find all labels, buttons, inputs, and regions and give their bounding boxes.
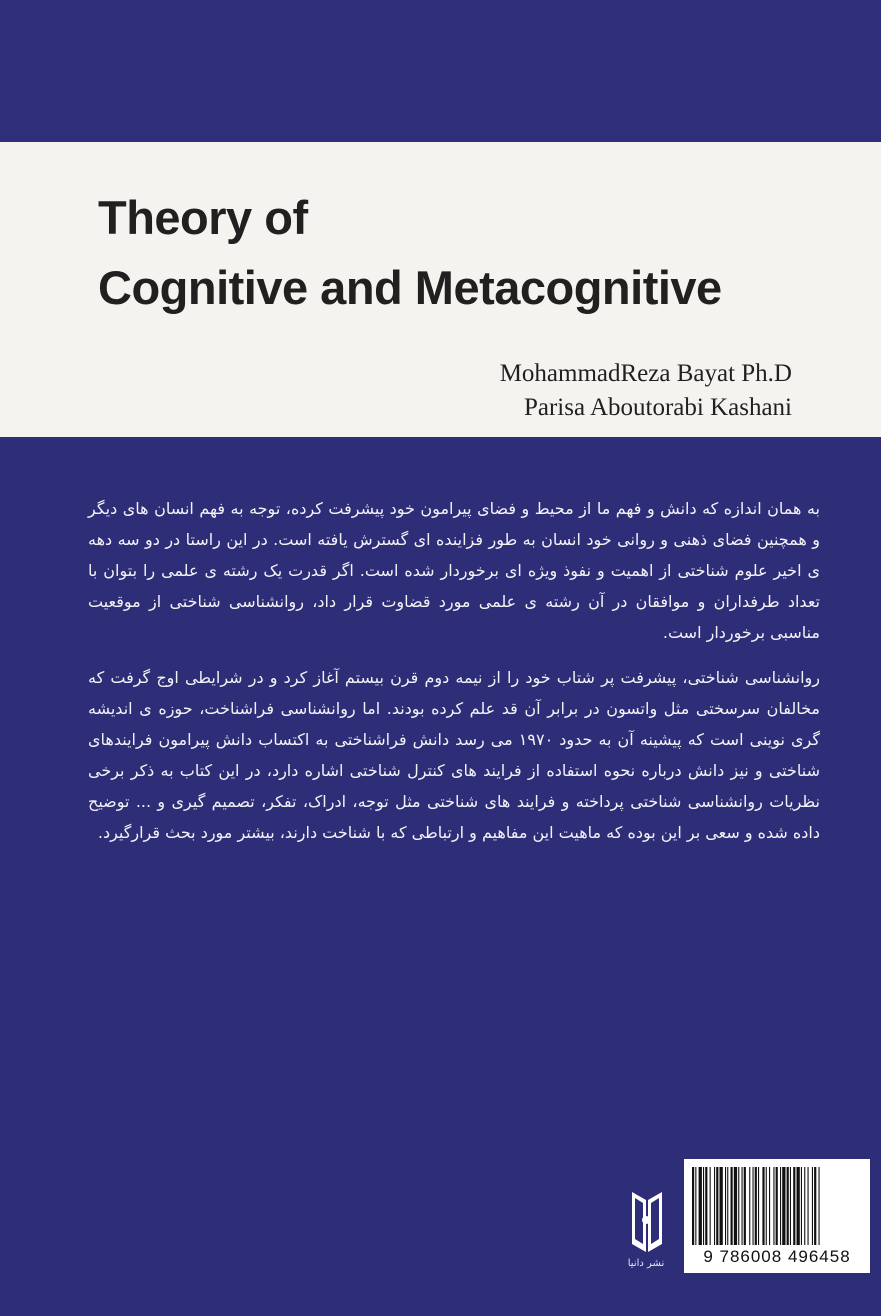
publisher-logo-icon xyxy=(624,1186,668,1258)
isbn-digits: 9 786008 496458 xyxy=(703,1247,851,1266)
author-1: MohammadReza Bayat Ph.D xyxy=(499,360,792,387)
book-description xyxy=(88,493,820,848)
barcode-bars xyxy=(690,1167,864,1247)
title-panel xyxy=(0,142,881,437)
isbn-barcode xyxy=(684,1159,870,1273)
book-title-line-2: Cognitive and Metacognitive xyxy=(98,261,722,314)
description-paragraph-2: روانشناسی شناختی، پیشرفت پر شتاب خود را از نیمه دوم قرن بیستم آغاز کرد و در شرایطی اوج گرفت که مخالفان سرسختی مثل واتسون در برابر آن قد علم کرده بودند. اما روانشناسی فراشناخت، حوزه ی اندیشه گری نوینی است که پیشینه آن به حدود ۱۹۷۰ می رسد دانش فراشناختی به اکتساب دانش پیرامون فرایندهای شناختی و نیز دانش درباره نحوه استفاده از فرایند های کنترل شناختی اشاره دارد، در این کتاب به ذکر برخی نظریات روانشناسی شناختی پرداخته و فرایند های شناختی مثل توجه، ادراک، تفکر، تصمیم گیری و ... توضیح داده شده و سعی بر این بوده که ماهیت این مفاهیم و ارتباطی که با شناخت دارند، بیشتر مورد بحث قرارگیرد. xyxy=(88,668,820,842)
publisher-name: نشر دانیا xyxy=(627,1258,665,1269)
book-title-line-1: Theory of xyxy=(98,191,308,244)
author-2: Parisa Aboutorabi Kashani xyxy=(523,394,792,421)
description-paragraph-1: به همان اندازه که دانش و فهم ما از محیط و فضای پیرامون خود پیشرفت کرده، توجه به فهم انسان های دیگر و همچنین فضای ذهنی و روانی خود انسان به طور فزاینده ای گسترش یافته است. در این راستا در دو سه دهه ی اخیر علوم شناختی از اهمیت و نفوذ ویژه ای برخوردار شده است. اگر قدرت یک رشته ی علمی را بتوان با تعداد طرفداران و موافقان در آن رشته ی علمی مورد قضاوت قرار داد، روانشناسی شناختی از موقعیت مناسبی برخوردار است. xyxy=(88,499,820,642)
top-color-band xyxy=(0,0,881,142)
